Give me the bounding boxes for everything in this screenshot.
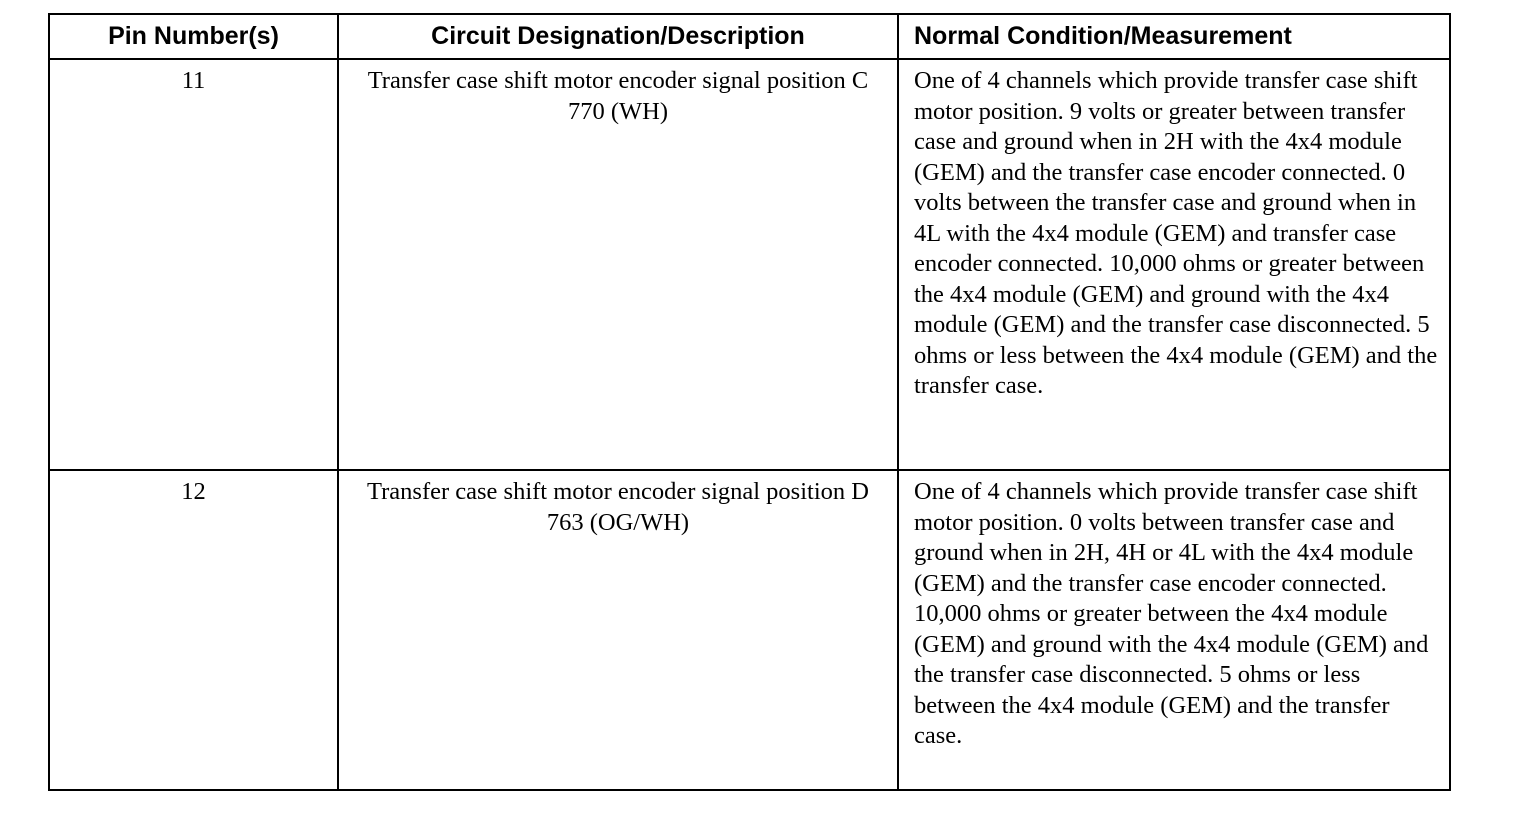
condition-measurement-cell: One of 4 channels which provide transfer case shift motor position. 9 volts or greater between transfer case and ground when in 2H with the 4x4 module (GEM) and the transfer case encoder connected. 0 volts between the transfer case and ground when in 4L with the 4x4 module (GEM) and transfer case encoder connected. 10,000 ohms or greater between the 4x4 module (GEM) and ground with the 4x4 module (GEM) and the transfer case disconnected. 5 ohms or less between the 4x4 module (GEM) and the transfer case. bbox=[898, 59, 1450, 470]
circuit-description-cell: Transfer case shift motor encoder signal position D 763 (OG/WH) bbox=[338, 470, 898, 790]
pin-number-cell: 11 bbox=[49, 59, 338, 470]
header-normal-condition: Normal Condition/Measurement bbox=[898, 14, 1450, 59]
table-row bbox=[49, 470, 1450, 790]
header-pin-numbers: Pin Number(s) bbox=[49, 14, 338, 59]
pin-description-table bbox=[48, 13, 1451, 791]
header-circuit-designation: Circuit Designation/Description bbox=[338, 14, 898, 59]
table-row bbox=[49, 59, 1450, 470]
circuit-description-cell: Transfer case shift motor encoder signal position C 770 (WH) bbox=[338, 59, 898, 470]
table-header-row bbox=[49, 14, 1450, 59]
condition-measurement-cell: One of 4 channels which provide transfer case shift motor position. 0 volts between transfer case and ground when in 2H, 4H or 4L with the 4x4 module (GEM) and the transfer case encoder connected. 10,000 ohms or greater between the 4x4 module (GEM) and ground with the 4x4 module (GEM) and the transfer case disconnected. 5 ohms or less between the 4x4 module (GEM) and the transfer case. bbox=[898, 470, 1450, 790]
pin-number-cell: 12 bbox=[49, 470, 338, 790]
